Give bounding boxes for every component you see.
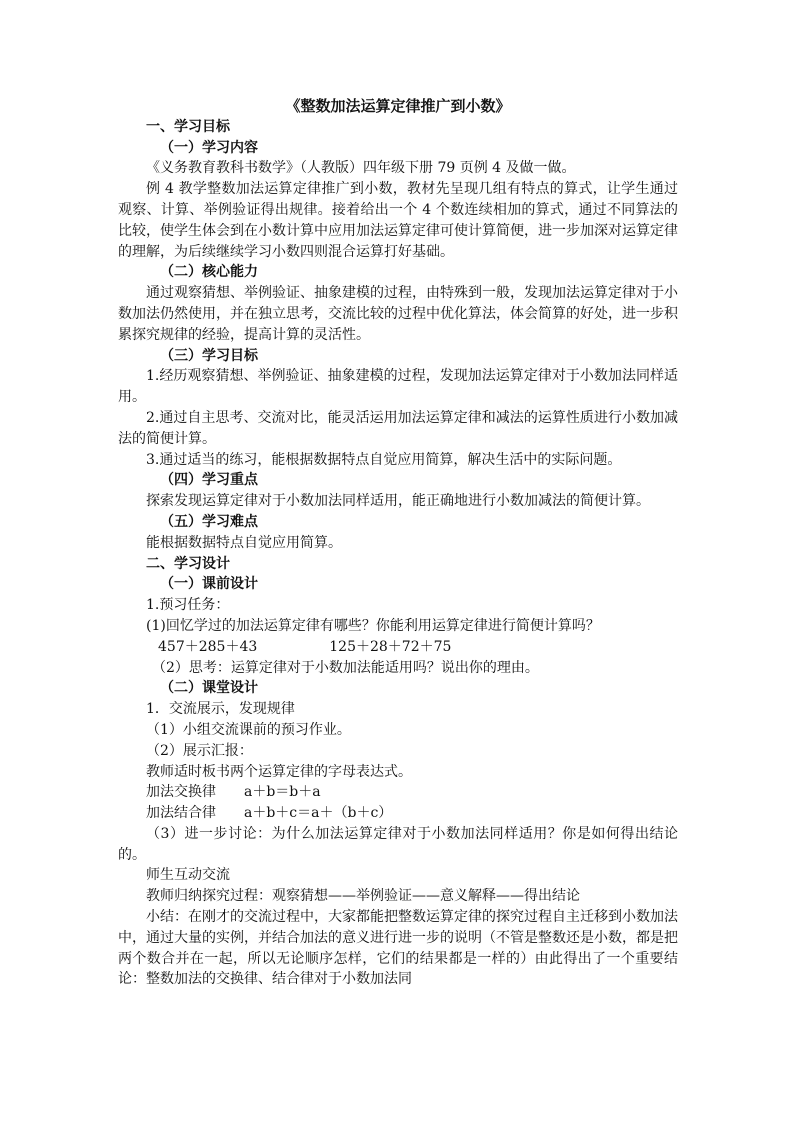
class-step-heading: 1．交流展示，发现规律 [146, 701, 295, 718]
paragraph-key-points: 探索发现运算定律对于小数加法同样适用，能正确地进行小数加减法的简便计算。 [146, 493, 650, 510]
law-associative [118, 803, 678, 824]
class-step-item: （2）展示汇报： [146, 742, 253, 759]
pre-task-question: (1)回忆学过的加法运算定律有哪些？你能利用运算定律进行简便计算吗？ [146, 617, 600, 634]
class-step-note: 教师适时板书两个运算定律的字母表达式。 [146, 763, 412, 780]
class-step-item: （1）小组交流课前的预习作业。 [146, 721, 351, 738]
subheading-difficulties: （五）学习难点 [160, 513, 258, 530]
document-body [118, 96, 678, 990]
subheading-classroom: （二）课堂设计 [160, 680, 258, 697]
section-heading-goals: 一、学习目标 [146, 118, 230, 135]
interaction-line: 师生互动交流 [146, 867, 230, 884]
calculation-row [118, 637, 678, 658]
objective-item: 1.经历观察猜想、举例验证、抽象建模的过程，发现加法运算定律对于小数加法同样适用。 [118, 368, 678, 406]
pre-task-think: （2）思考：运算定律对于小数加法能适用吗？说出你的理由。 [152, 659, 539, 676]
law-commutative-name: 加法交换律 [146, 784, 216, 801]
paragraph-difficulties: 能根据数据特点自觉应用简算。 [146, 534, 342, 551]
law-commutative-expr: a＋b＝b＋a [244, 784, 321, 801]
paragraph-core-ability: 通过观察猜想、举例验证、抽象建模的过程，由特殊到一般，发现加法运算定律对于小数加法仍然使用，并在独立思考，交流比较的过程中优化算法，体会简算的好处，进一步积累探究规律的经验，提高计算的灵活性。 [118, 285, 678, 343]
calculation-1: 457＋285＋43 [158, 638, 258, 655]
calculation-2: 125＋28＋72＋75 [329, 638, 452, 655]
pre-task-heading: 1.预习任务： [146, 597, 230, 614]
summary-process: 教师归纳探究过程：观察猜想——举例验证——意义解释——得出结论 [146, 888, 580, 905]
paragraph-example: 例 4 教学整数加法运算定律推广到小数，教材先呈现几组有特点的算式，让学生通过观察、计算、举例验证得出规律。接着给出一个 4 个数连续相加的算式，通过不同算法的比较，使学生体会到在小数计算中应用加法运算定律可使计算简便，进一步加深对运算定律的理解，为后续继续学习小数四则混合运算打好基础。 [118, 181, 678, 260]
subheading-key-points: （四）学习重点 [160, 472, 258, 489]
objective-item: 3.通过适当的练习，能根据数据特点自觉应用简算，解决生活中的实际问题。 [146, 451, 622, 468]
document-title: 《整数加法运算定律推广到小数》 [285, 97, 511, 115]
paragraph-textbook: 《义务教育教科书数学》（人教版）四年级下册 79 页例 4 及做一做。 [146, 160, 576, 177]
subheading-content: （一）学习内容 [160, 139, 258, 156]
subheading-pre-class: （一）课前设计 [160, 576, 258, 593]
objective-item: 2.通过自主思考、交流对比，能灵活运用加法运算定律和减法的运算性质进行小数加减法的简便计算。 [118, 409, 678, 447]
summary-paragraph: 小结：在刚才的交流过程中，大家都能把整数运算定律的探究过程自主迁移到小数加法中，通过大量的实例，并结合加法的意义进行进一步的说明（不管是整数还是小数，都是把两个数合并在一起，所以无论顺序怎样，它们的结果都是一样的）由此得出了一个重要结论：整数加法的交换律、结合律对于小数加法同 [118, 909, 678, 988]
discussion-paragraph: （3）进一步讨论：为什么加法运算定律对于小数加法同样适用？你是如何得出结论的。 [118, 825, 678, 863]
law-associative-expr: a＋b＋c＝a＋（b＋c） [244, 805, 393, 822]
subheading-core-ability: （二）核心能力 [160, 264, 258, 281]
section-heading-design: 二、学习设计 [146, 555, 230, 572]
law-associative-name: 加法结合律 [146, 805, 216, 822]
law-commutative [118, 782, 678, 803]
subheading-objectives: （三）学习目标 [160, 347, 258, 364]
